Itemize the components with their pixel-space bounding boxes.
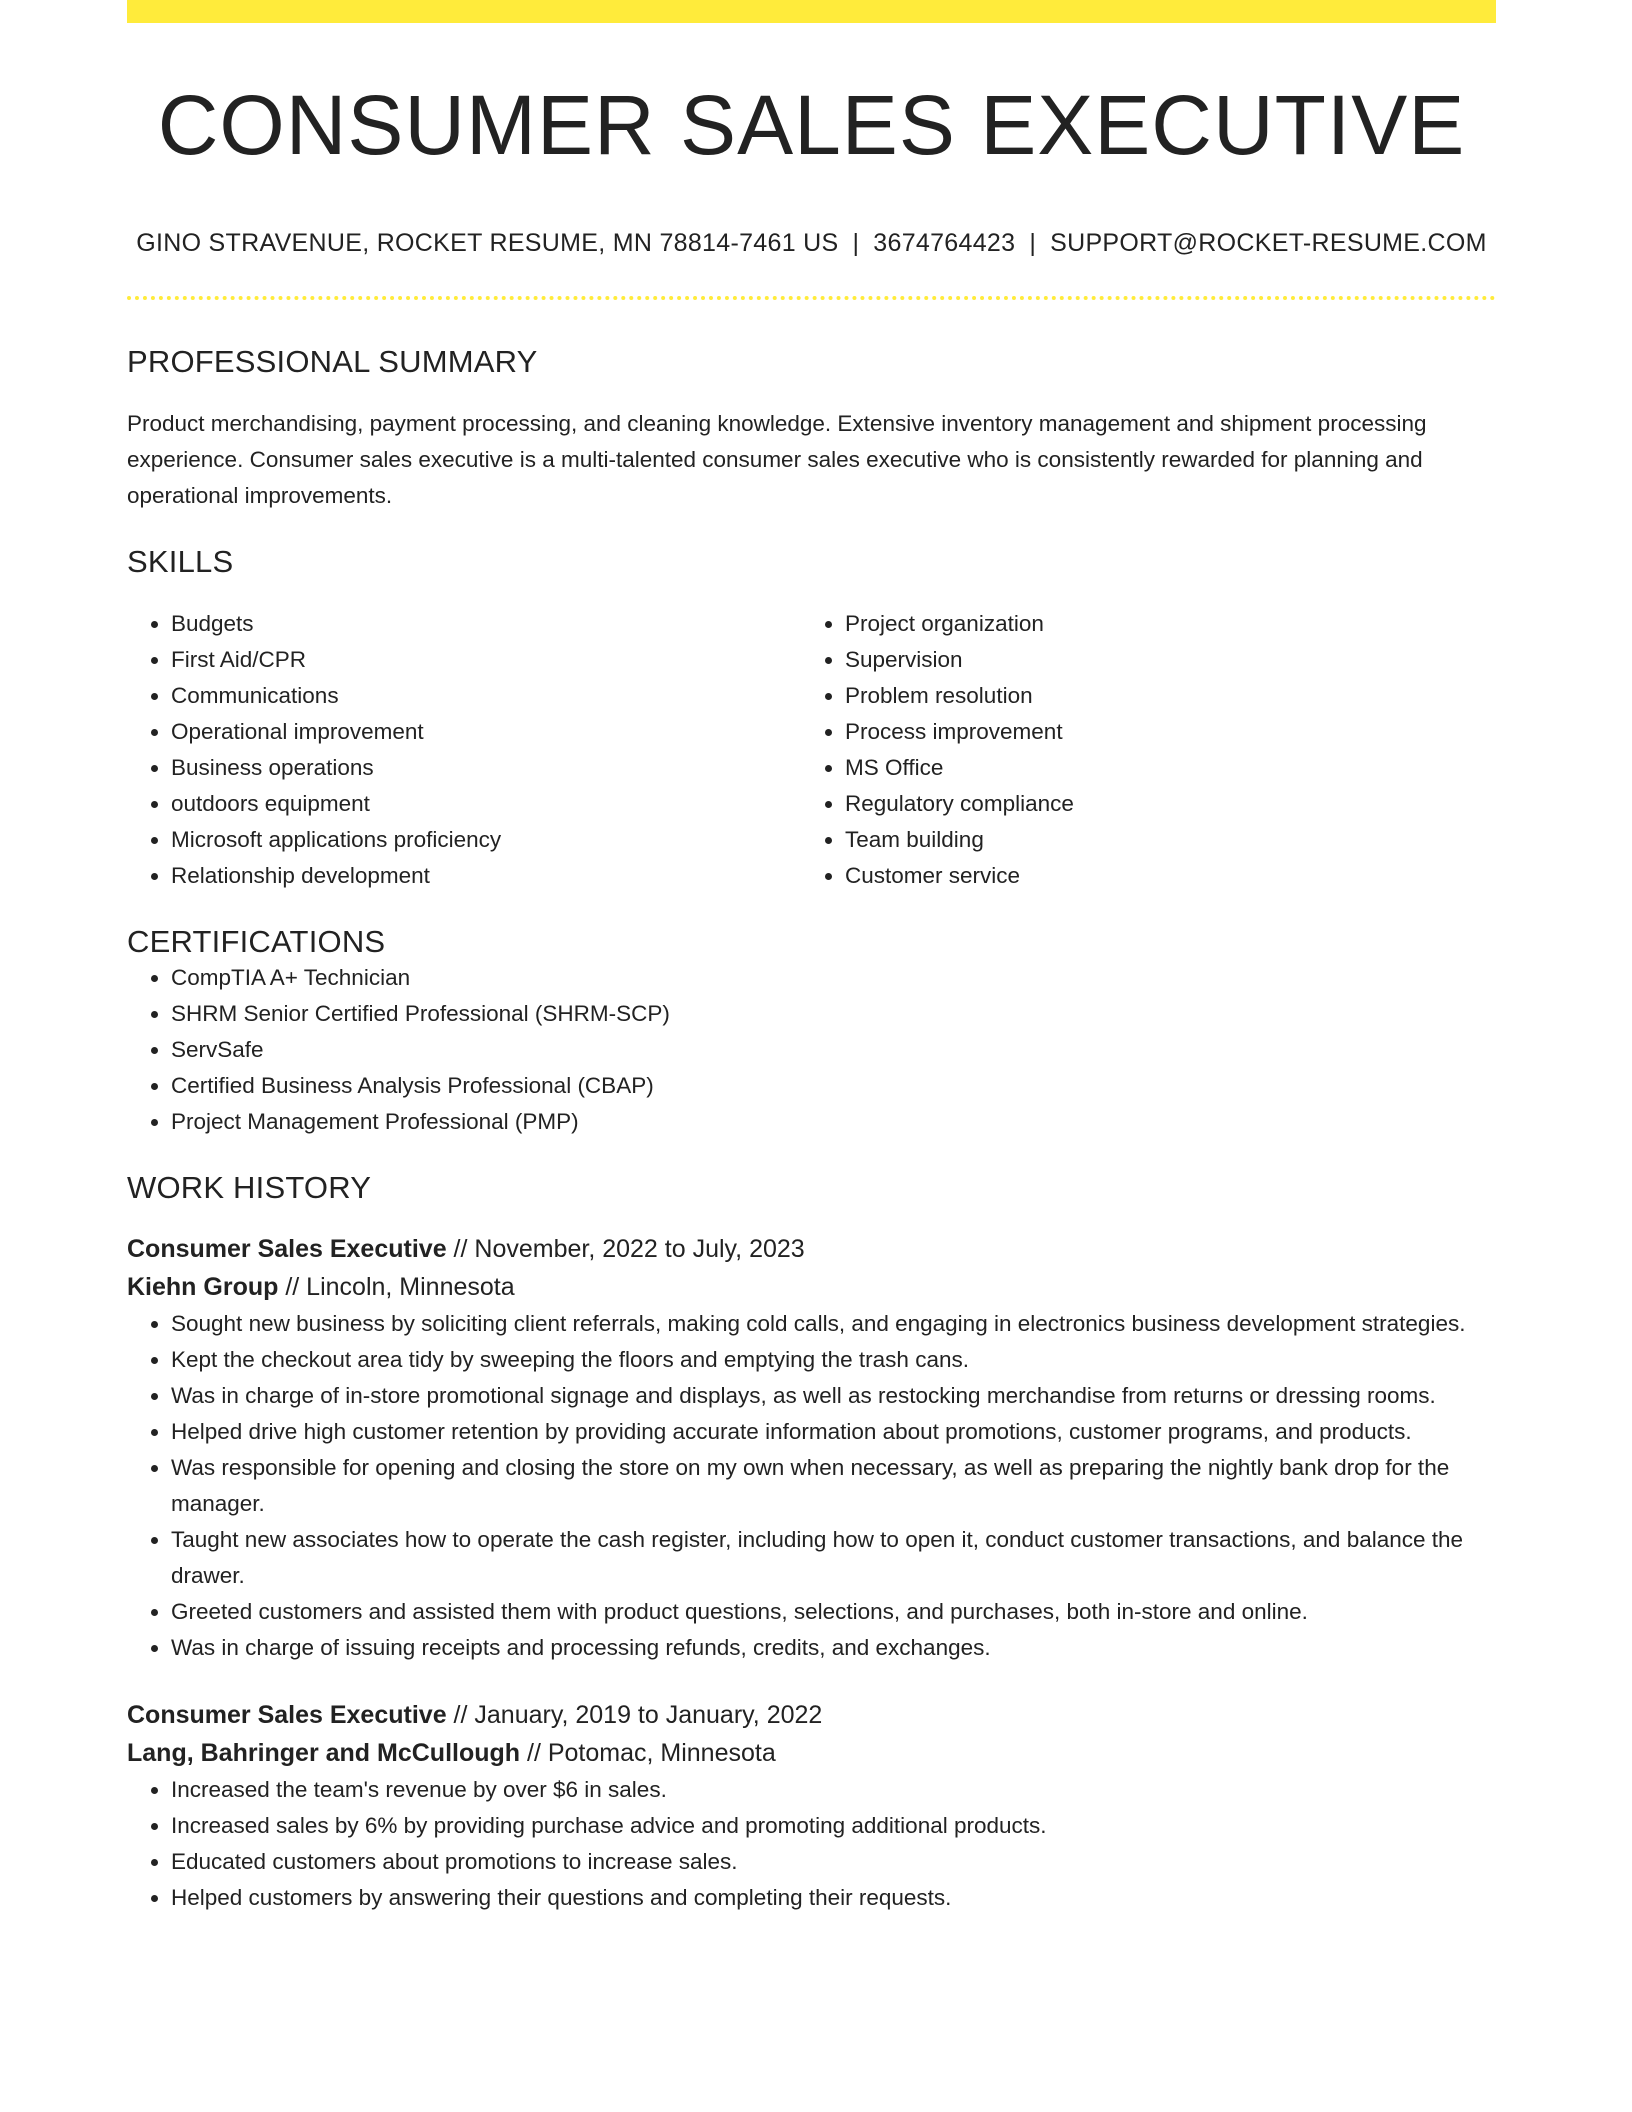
job-company-line	[127, 1734, 1496, 1772]
skills-heading: SKILLS	[127, 544, 234, 579]
summary-text: Product merchandising, payment processing, and cleaning knowledge. Extensive inventory management and shipment processing experience. Consumer sales executive is a multi-talented consumer sales executive who is consistently rewarded for planning and operational improvements.	[127, 411, 1427, 508]
job-location: // Lincoln, Minnesota	[285, 1273, 515, 1301]
job-entry	[127, 1230, 1496, 1666]
work-history-heading: WORK HISTORY	[127, 1170, 372, 1205]
job-duty-item: • Helped customers by answering their questions and completing their requests.	[171, 1880, 1496, 1916]
job-duty-item: • Sought new business by soliciting client referrals, making cold calls, and engaging in electronics business development strategies.	[171, 1306, 1496, 1342]
job-dates: // January, 2019 to January, 2022	[453, 1701, 823, 1729]
job-dates: // November, 2022 to July, 2023	[453, 1235, 805, 1263]
contact-separator: |	[1029, 229, 1037, 257]
job-duty-item: • Taught new associates how to operate the cash register, including how to open it, conduct customer transactions, and balance the drawer.	[171, 1522, 1496, 1594]
job-duty-item: • Was in charge of issuing receipts and processing refunds, credits, and exchanges.	[171, 1630, 1496, 1666]
skill-item: • Budgets	[171, 606, 801, 642]
job-duties-list	[127, 1772, 1496, 1916]
job-company: Lang, Bahringer and McCullough	[127, 1739, 521, 1767]
job-duty-item: • Increased the team's revenue by over $6 in sales.	[171, 1772, 1496, 1808]
certifications-heading: CERTIFICATIONS	[127, 924, 386, 959]
dotted-divider	[127, 296, 1496, 300]
skill-item: • Supervision	[845, 642, 1475, 678]
skills-list-right	[801, 606, 1475, 894]
job-duty-item: • Educated customers about promotions to increase sales.	[171, 1844, 1496, 1880]
skill-item: • Relationship development	[171, 858, 801, 894]
skills-list-left	[127, 606, 801, 894]
certification-item: • ServSafe	[171, 1032, 1496, 1068]
skill-item: • Process improvement	[845, 714, 1475, 750]
skill-item: • Communications	[171, 678, 801, 714]
resume-page	[127, 0, 1496, 1916]
job-duty-item: • Increased sales by 6% by providing purchase advice and promoting additional products.	[171, 1808, 1496, 1844]
contact-phone: 3674764423	[873, 229, 1016, 257]
skill-item: • Operational improvement	[171, 714, 801, 750]
skill-item: • Team building	[845, 822, 1475, 858]
certification-item: • SHRM Senior Certified Professional (SHRM-SCP)	[171, 996, 1496, 1032]
skill-item: • Customer service	[845, 858, 1475, 894]
certification-item: • CompTIA A+ Technician	[171, 960, 1496, 996]
job-duty-item: • Was responsible for opening and closing the store on my own when necessary, as well as preparing the nightly bank drop for the manager.	[171, 1450, 1496, 1522]
job-duty-item: • Kept the checkout area tidy by sweeping the floors and emptying the trash cans.	[171, 1342, 1496, 1378]
skills-grid	[127, 606, 1496, 894]
contact-address: GINO STRAVENUE, ROCKET RESUME, MN 78814-7461 US	[136, 229, 839, 257]
certification-item: • Project Management Professional (PMP)	[171, 1104, 1496, 1140]
job-duty-item: • Was in charge of in-store promotional signage and displays, as well as restocking merchandise from returns or dressing rooms.	[171, 1378, 1496, 1414]
contact-line	[127, 229, 1496, 258]
skill-item: • Problem resolution	[845, 678, 1475, 714]
contact-separator: |	[852, 229, 860, 257]
job-duty-item: • Helped drive high customer retention by providing accurate information about promotions, customer programs, and products.	[171, 1414, 1496, 1450]
job-duty-item: • Greeted customers and assisted them with product questions, selections, and purchases, both in-store and online.	[171, 1594, 1496, 1630]
job-role: Consumer Sales Executive	[127, 1701, 447, 1729]
top-accent-bar	[127, 0, 1496, 23]
job-role-line	[127, 1696, 1496, 1734]
skill-item: • Business operations	[171, 750, 801, 786]
skill-item: • Project organization	[845, 606, 1475, 642]
contact-email: SUPPORT@ROCKET-RESUME.COM	[1050, 229, 1487, 257]
job-role: Consumer Sales Executive	[127, 1235, 447, 1263]
job-role-line	[127, 1230, 1496, 1268]
resume-title: CONSUMER SALES EXECUTIVE	[157, 78, 1466, 172]
summary-heading: PROFESSIONAL SUMMARY	[127, 344, 538, 379]
job-company-line	[127, 1268, 1496, 1306]
job-company: Kiehn Group	[127, 1273, 279, 1301]
skill-item: • First Aid/CPR	[171, 642, 801, 678]
job-entry	[127, 1696, 1496, 1916]
job-location: // Potomac, Minnesota	[527, 1739, 776, 1767]
certifications-list	[127, 960, 1496, 1140]
job-duties-list	[127, 1306, 1496, 1666]
skill-item: • Microsoft applications proficiency	[171, 822, 801, 858]
skill-item: • Regulatory compliance	[845, 786, 1475, 822]
certification-item: • Certified Business Analysis Professional (CBAP)	[171, 1068, 1496, 1104]
skills-column-left	[127, 606, 801, 894]
skills-column-right	[801, 606, 1475, 894]
skill-item: • MS Office	[845, 750, 1475, 786]
skill-item: • outdoors equipment	[171, 786, 801, 822]
